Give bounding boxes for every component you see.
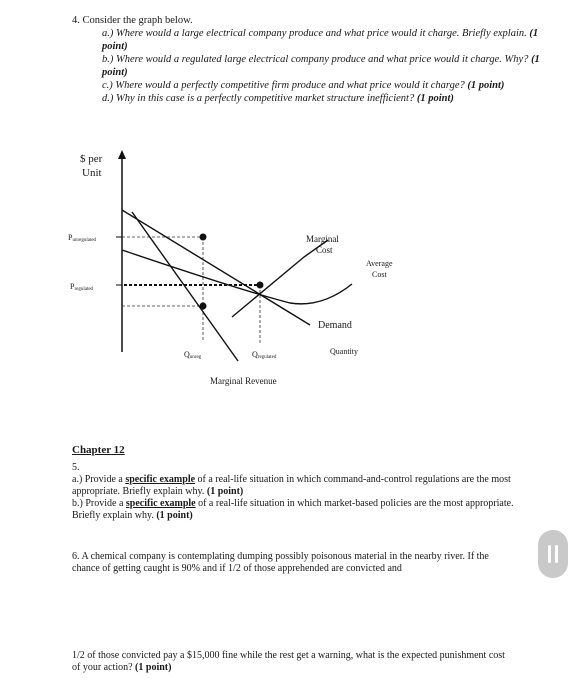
question-4a <box>102 27 542 53</box>
demand-label: Demand <box>318 320 352 331</box>
q-regulated-label: Qregulated <box>252 350 277 360</box>
mr-mc-intersection-point <box>200 303 207 310</box>
question-4b <box>102 53 542 79</box>
question-5b-text: b.) Provide a <box>72 498 126 509</box>
y-axis-label: $ per <box>80 153 103 165</box>
point-label: (1 point) <box>467 80 505 91</box>
marginal-cost-curve <box>232 240 328 317</box>
unregulated-point <box>200 234 207 241</box>
question-4b-text: b.) Where would a regulated large electrical company produce and what price would it charge. Why? <box>102 54 529 65</box>
question-5b <box>72 498 532 522</box>
chapter-12-title: Chapter 12 <box>72 444 125 456</box>
average-cost-curve <box>122 250 352 304</box>
demand-curve <box>122 210 310 325</box>
question-5-number: 5. <box>72 462 80 473</box>
question-6-part2-text: 1/2 of those convicted pay a $15,000 fine while the rest get a warning, what is the expected punishment cost of your action? <box>72 650 505 673</box>
side-pause-button[interactable] <box>538 530 568 578</box>
p-regulated-label: Pregulated <box>70 282 94 292</box>
point-label: (1 point) <box>156 510 193 521</box>
quantity-axis-label: Quantity <box>330 347 358 356</box>
point-label: (1 point) <box>206 486 244 497</box>
question-4c-text: c.) Where would a perfectly competitive firm produce and what price would it charge? <box>102 80 465 91</box>
pause-bar-icon <box>548 545 551 563</box>
monopoly-graph <box>60 140 460 400</box>
marginal-cost-label: Marginal <box>306 234 339 244</box>
point-label: (1 point) <box>416 93 454 104</box>
question-6-part2 <box>72 650 512 674</box>
q-unreg-label: Qunreg <box>184 350 202 360</box>
question-5b-text-rest: of a real-life situation in which market-based policies are the most appropriate. Briefly explain why. <box>72 498 514 521</box>
marginal-revenue-curve <box>132 212 238 361</box>
question-5a-text-rest: of a real-life situation in which command-and-control regulations are the most appropriate. Briefly explain why. <box>72 474 511 497</box>
marginal-cost-label-cost: Cost <box>316 245 333 255</box>
chapter-12-section <box>72 444 532 522</box>
question-4-heading: 4. Consider the graph below. <box>72 15 193 26</box>
p-unregulated-label: Punregulated <box>68 233 97 243</box>
point-label: (1 point) <box>135 662 172 673</box>
y-axis-arrow <box>118 150 126 159</box>
marginal-revenue-label: Marginal Revenue <box>210 376 277 386</box>
question-4 <box>72 14 542 105</box>
question-4d <box>102 92 542 105</box>
average-cost-label-cost: Cost <box>372 270 387 279</box>
question-5b-emphasis: specific example <box>125 498 196 509</box>
y-axis-label-unit: Unit <box>82 167 102 179</box>
point-label: (1 point) <box>102 54 540 78</box>
question-6-part1: 6. A chemical company is contemplating dumping possibly poisonous material in the nearby river. If the chance of getting caught is 90% and if 1/2 of those apprehended are convicted and <box>72 551 489 574</box>
question-5a <box>72 474 532 498</box>
average-cost-label: Average <box>366 259 393 268</box>
question-4a-text: a.) Where would a large electrical company produce and what price would it charge. Briefly explain. <box>102 28 527 39</box>
question-4d-text: d.) Why in this case is a perfectly competitive market structure inefficient? <box>102 93 415 104</box>
pause-bar-icon <box>555 545 558 563</box>
regulated-point <box>257 282 264 289</box>
question-5a-text: a.) Provide a <box>72 474 126 485</box>
point-label: (1 point) <box>102 28 539 52</box>
question-4c <box>102 79 542 92</box>
question-5a-emphasis: specific example <box>125 474 196 485</box>
